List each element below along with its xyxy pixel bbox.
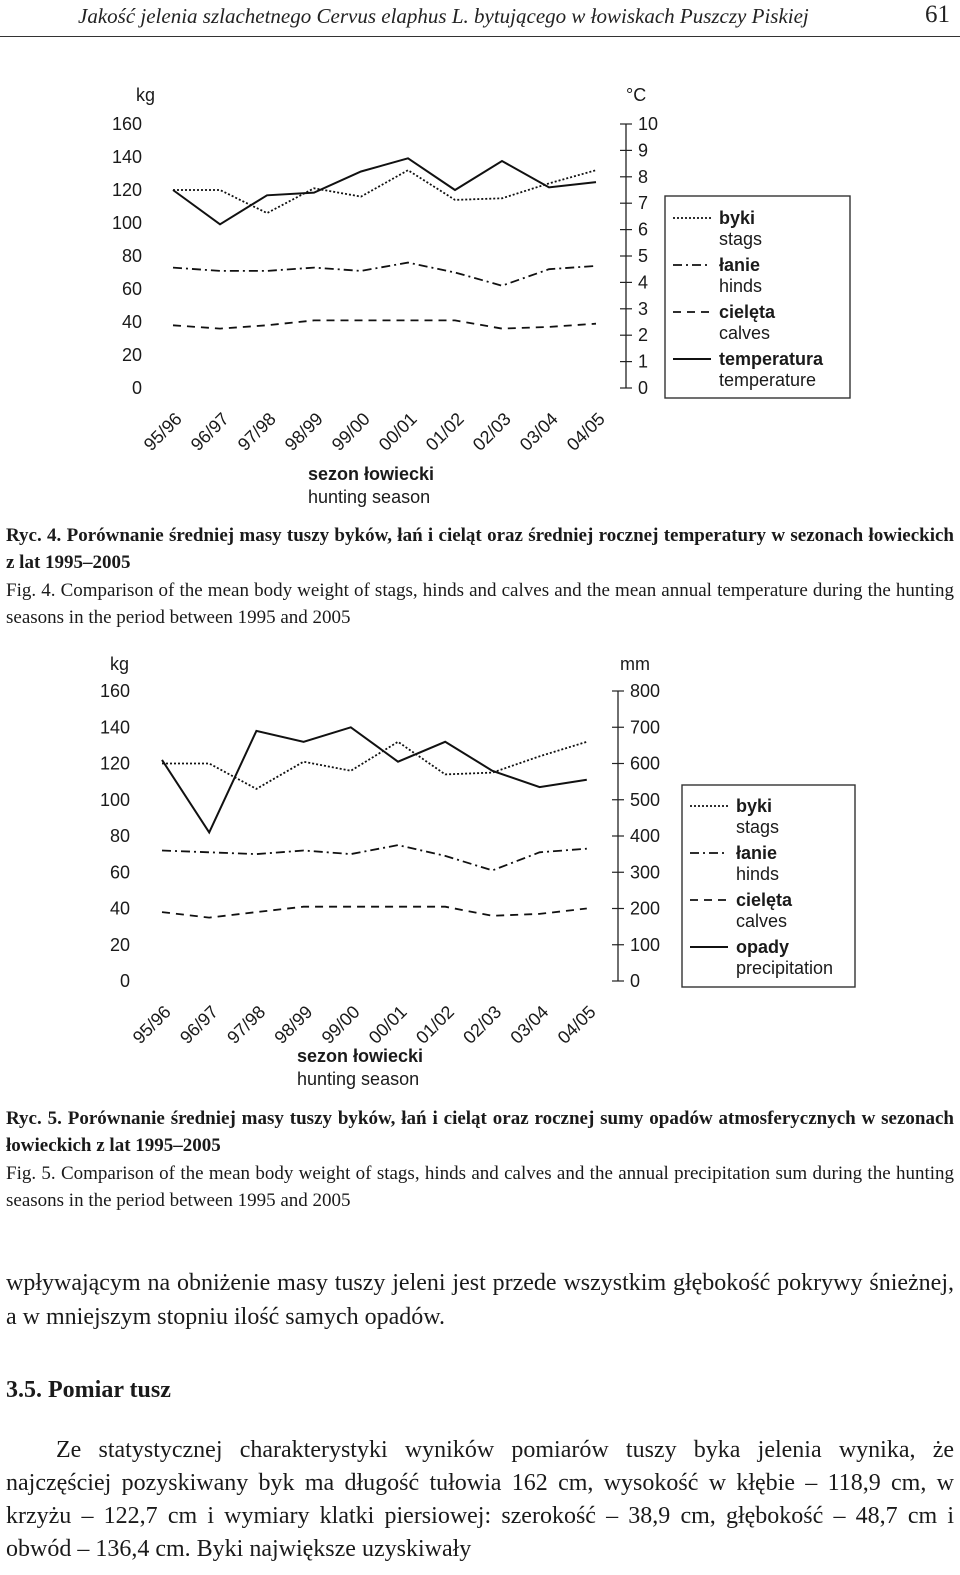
right-tick-label: 2 <box>638 325 649 346</box>
right-tick-label: 700 <box>630 717 661 738</box>
section-heading: 3.5. Pomiar tusz <box>6 1377 171 1403</box>
category-label: 99/00 <box>327 408 374 455</box>
left-tick-label: 60 <box>109 862 130 883</box>
legend-label-pl: łanie <box>719 255 761 275</box>
category-label: 97/98 <box>233 408 280 455</box>
right-axis-unit: °C <box>626 85 647 105</box>
right-tick-label: 8 <box>638 166 649 187</box>
left-tick-label: 100 <box>111 213 142 233</box>
series-line-stags <box>173 170 596 213</box>
legend-label-en: stags <box>736 817 780 837</box>
left-tick-label: 80 <box>109 826 130 846</box>
legend-label-pl: opady <box>736 937 790 957</box>
category-label: 95/96 <box>128 1001 175 1048</box>
figure-5-caption-en: Fig. 5. Comparison of the mean body weight of stags, hinds and calves and the annual precipitation sum during the hunting seasons in the period between 1995 and 2005 <box>6 1163 954 1211</box>
right-tick-label: 9 <box>638 140 649 161</box>
left-tick-label: 100 <box>99 789 130 810</box>
figure-4-caption-pl: Ryc. 4. Porównanie średniej masy tuszy byków, łań i cieląt oraz średniej rocznej temperatury w sezonach łowieckich z lat 1995–2005 <box>6 525 954 573</box>
right-tick-label: 400 <box>630 826 661 846</box>
right-tick-label: 600 <box>630 753 661 774</box>
category-label: 03/04 <box>506 1001 553 1048</box>
left-tick-label: 80 <box>121 246 142 266</box>
figure-5-caption <box>6 1105 954 1214</box>
legend-label-en: calves <box>736 911 788 931</box>
right-tick-label: 5 <box>638 246 649 266</box>
left-tick-label: 160 <box>111 114 142 134</box>
category-label: 01/02 <box>412 1001 459 1048</box>
left-tick-label: 160 <box>99 681 130 701</box>
legend-label-pl: cielęta <box>736 890 793 910</box>
right-tick-label: 500 <box>630 789 661 810</box>
category-label: 96/97 <box>176 1001 223 1048</box>
figure-5-chart <box>0 645 960 1095</box>
legend-label-pl: byki <box>719 208 756 228</box>
right-tick-label: 0 <box>638 378 649 398</box>
category-label: 99/00 <box>317 1001 364 1048</box>
series-line-calves <box>173 320 596 328</box>
category-label: 01/02 <box>421 408 468 455</box>
left-tick-label: 40 <box>109 898 130 919</box>
figure-4-caption <box>6 522 954 631</box>
legend-label-pl: byki <box>736 796 773 816</box>
left-tick-label: 40 <box>121 312 142 332</box>
right-tick-label: 4 <box>638 272 649 293</box>
left-tick-label: 120 <box>99 753 130 774</box>
left-tick-label: 20 <box>109 934 130 955</box>
legend-label-en: calves <box>719 323 771 343</box>
left-axis-unit: kg <box>136 85 156 105</box>
category-label: 02/03 <box>459 1001 506 1048</box>
legend-label-en: hinds <box>736 864 780 884</box>
legend-label-en: precipitation <box>736 958 834 978</box>
x-axis-title-en: hunting season <box>297 1069 420 1089</box>
right-tick-label: 1 <box>638 351 649 372</box>
category-label: 04/05 <box>562 408 609 455</box>
legend-label-pl: łanie <box>736 843 778 863</box>
left-tick-label: 60 <box>121 279 142 299</box>
legend-label-pl: cielęta <box>719 302 776 322</box>
left-tick-label: 140 <box>99 717 130 738</box>
right-tick-label: 100 <box>630 934 661 955</box>
legend-label-en: temperature <box>719 370 817 390</box>
category-label: 95/96 <box>139 408 186 455</box>
page-number: 61 <box>925 1 950 28</box>
right-tick-label: 200 <box>630 898 661 919</box>
right-tick-label: 10 <box>638 114 659 134</box>
left-tick-label: 0 <box>131 378 142 398</box>
category-label: 03/04 <box>515 408 562 455</box>
category-label: 96/97 <box>186 408 233 455</box>
right-tick-label: 7 <box>638 193 649 214</box>
series-line-temperature <box>173 158 596 224</box>
x-axis-title-pl: sezon łowiecki <box>297 1046 424 1066</box>
legend-label-en: stags <box>719 229 763 249</box>
body-paragraph: wpływającym na obniżenie masy tuszy jeleni jest przede wszystkim głębokość pokrywy śnieżnej, a w mniejszym stopniu ilość samych opadów. <box>6 1270 954 1330</box>
category-label: 00/01 <box>364 1001 411 1048</box>
body-paragraph: Ze statystycznej charakterystyki wyników pomiarów tuszy byka jelenia wynika, że najczęściej pozyskiwany byk ma długość tułowia 162 cm, wysokość w kłębie – 118,9 cm, w krzyżu – 122,7 cm i wymiary klatki piersiowej: szerokość – 38,9 cm, głębokość – 48,7 cm i obwód – 136,4 cm. Byki największe uzyskiwały <box>6 1437 954 1562</box>
category-label: 97/98 <box>223 1001 270 1048</box>
x-axis-title-pl: sezon łowiecki <box>308 464 435 484</box>
legend-label-en: hinds <box>719 276 763 296</box>
running-title: Jakość jelenia szlachetnego Cervus elaphus L. bytującego w łowiskach Puszczy Piskiej <box>78 4 809 28</box>
legend-label-pl: temperatura <box>719 349 824 369</box>
category-label: 98/99 <box>270 1001 317 1048</box>
category-label: 04/05 <box>553 1001 600 1048</box>
right-tick-label: 3 <box>638 298 649 319</box>
right-tick-label: 0 <box>630 971 641 991</box>
figure-4-chart <box>0 70 960 585</box>
left-axis-unit: kg <box>110 654 130 674</box>
series-line-hinds <box>173 263 596 286</box>
right-tick-label: 6 <box>638 219 649 240</box>
left-tick-label: 120 <box>111 180 142 200</box>
right-axis-unit: mm <box>620 654 650 674</box>
category-label: 98/99 <box>280 408 327 455</box>
series-line-calves <box>162 907 587 918</box>
left-tick-label: 140 <box>111 147 142 167</box>
category-label: 02/03 <box>468 408 515 455</box>
left-tick-label: 0 <box>119 971 130 991</box>
figure-4-caption-en: Fig. 4. Comparison of the mean body weight of stags, hinds and calves and the mean annual temperature during the hunting seasons in the period between 1995 and 2005 <box>6 580 954 628</box>
running-header <box>0 0 960 37</box>
category-label: 00/01 <box>374 408 421 455</box>
series-line-precipitation <box>162 727 587 832</box>
series-line-hinds <box>162 845 587 870</box>
left-tick-label: 20 <box>121 345 142 365</box>
right-tick-label: 300 <box>630 862 661 883</box>
x-axis-title-en: hunting season <box>308 487 431 507</box>
right-tick-label: 800 <box>630 681 661 701</box>
figure-5-caption-pl: Ryc. 5. Porównanie średniej masy tuszy byków, łań i cieląt oraz rocznej sumy opadów atmosferycznych w sezonach łowieckich z lat 1995–2005 <box>6 1108 954 1156</box>
